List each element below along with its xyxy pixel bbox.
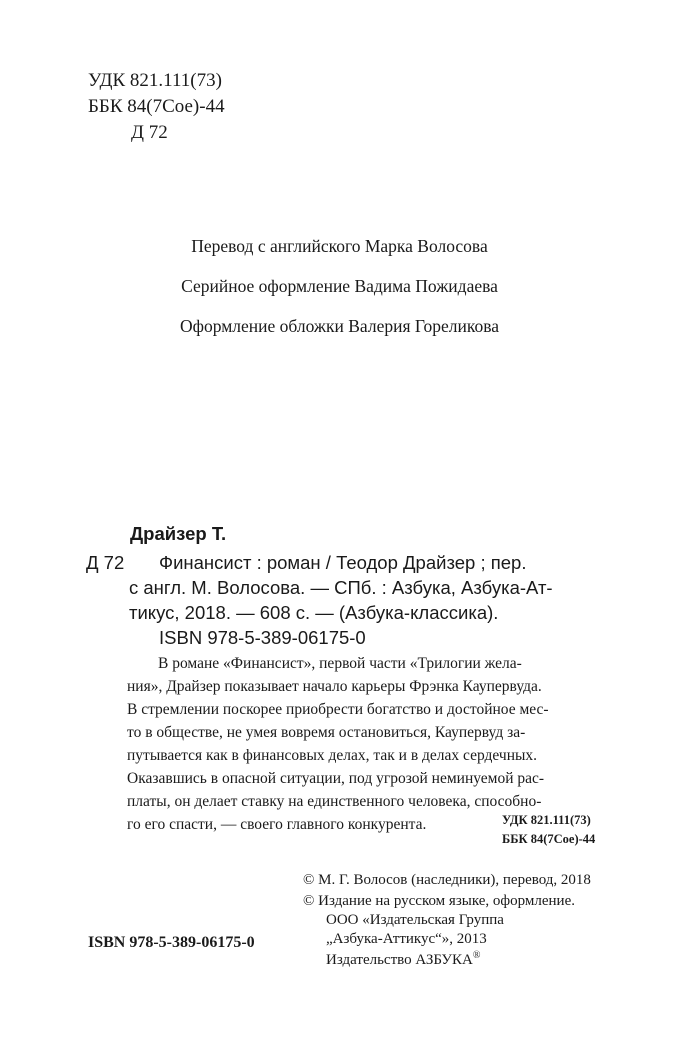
annotation (127, 652, 594, 836)
translation-credit: Перевод с английского Марка Волосова (191, 236, 488, 256)
annotation-line: платы, он делает ставку на единственного человека, способно- (127, 793, 542, 810)
annotation-line: путывается как в финансовых делах, так и в делах сердечных. (127, 747, 538, 764)
catalog-entry-line: Финансист : роман / Теодор Драйзер ; пер. (159, 552, 527, 573)
catalog-isbn: ISBN 978-5-389-06175-0 (159, 627, 366, 648)
author-mark: Д 72 (131, 122, 168, 143)
copyright-publisher-name (326, 950, 481, 969)
annotation-line: то в обществе, не умея вовремя остановиться, Каупервуд за- (127, 724, 526, 741)
catalog-author: Драйзер Т. (130, 523, 227, 544)
catalog-bbk: ББК 84(7Сое)-44 (502, 832, 596, 846)
udk-code: УДК 821.111(73) (88, 70, 222, 91)
copyright-edition: © Издание на русском языке, оформление. (303, 893, 575, 909)
copyright-publisher-year: „Азбука-Аттикус“», 2013 (326, 931, 487, 947)
annotation-line: го его спасти, — своего главного конкурента. (127, 816, 427, 833)
catalog-entry-line: тикус, 2018. — 608 с. — (Азбука-классика). (129, 602, 499, 623)
publisher-name: Издательство АЗБУКА (326, 952, 473, 968)
isbn-bottom: ISBN 978-5-389-06175-0 (88, 934, 255, 951)
copyright-publisher-group: ООО «Издательская Группа (326, 912, 504, 928)
catalog-entry (129, 552, 594, 652)
annotation-line: В стремлении поскорее приобрести богатство и достойное мес- (127, 701, 549, 718)
catalog-mark: Д 72 (86, 552, 125, 573)
annotation-line: Оказавшись в опасной ситуации, под угрозой неминуемой рас- (127, 770, 545, 787)
cover-design-credit: Оформление обложки Валерия Гореликова (180, 316, 499, 336)
catalog-entry-line: с англ. М. Волосова. — СПб. : Азбука, Азбука-Ат- (129, 577, 553, 598)
annotation-line: В романе «Финансист», первой части «Трилогии жела- (158, 655, 522, 672)
registered-mark: ® (472, 950, 481, 961)
bbk-code: ББК 84(7Сое)-44 (88, 96, 225, 117)
copyright-translation: © М. Г. Волосов (наследники), перевод, 2018 (303, 872, 591, 888)
catalog-udk: УДК 821.111(73) (502, 813, 591, 827)
annotation-line: ния», Драйзер показывает начало карьеры Фрэнка Каупервуда. (127, 678, 542, 695)
series-design-credit: Серийное оформление Вадима Пожидаева (181, 276, 498, 296)
